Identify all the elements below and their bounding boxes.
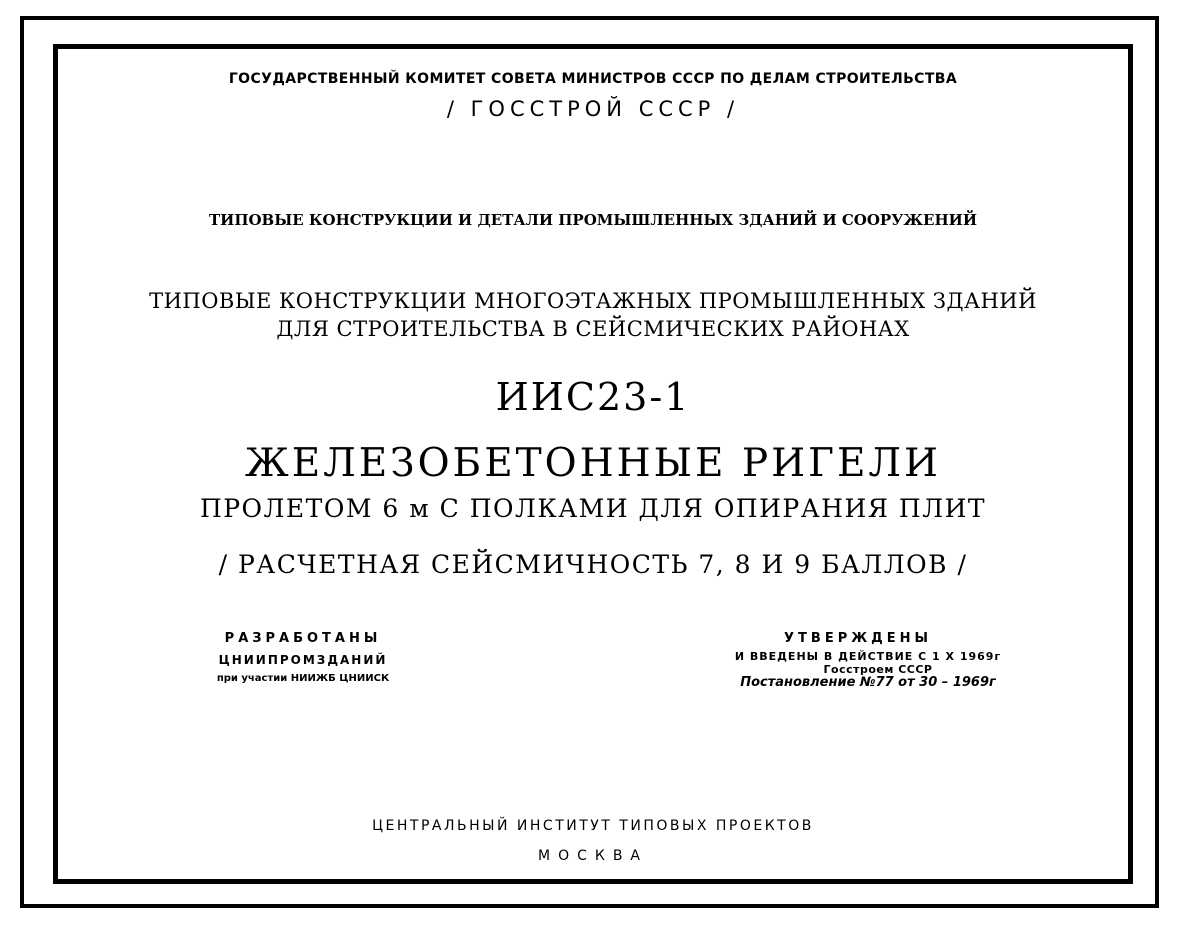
approved-line-3: Постановление №77 от 30 – 1969г	[740, 675, 996, 690]
gosstroy-heading: / ГОССТРОЙ СССР /	[446, 97, 740, 121]
developer-org: ЦНИИПРОМЗДАНИЙ	[218, 653, 388, 667]
approved-line-1: И ВВЕДЕНЫ В ДЕЙСТВИЕ С 1 X 1969г	[734, 650, 1002, 663]
publisher-city: МОСКВА	[538, 848, 648, 864]
approved-label: УТВЕРЖДЕНЫ	[784, 631, 932, 646]
series-title-line-1: ТИПОВЫЕ КОНСТРУКЦИИ МНОГОЭТАЖНЫХ ПРОМЫШЛЕННЫХ ЗДАНИЙ	[149, 289, 1037, 313]
publisher-institute: ЦЕНТРАЛЬНЫЙ ИНСТИТУТ ТИПОВЫХ ПРОЕКТОВ	[372, 818, 814, 834]
series-parent-title: ТИПОВЫЕ КОНСТРУКЦИИ И ДЕТАЛИ ПРОМЫШЛЕННЫХ ЗДАНИЙ И СООРУЖЕНИЙ	[208, 211, 978, 229]
committee-heading: ГОСУДАРСТВЕННЫЙ КОМИТЕТ СОВЕТА МИНИСТРОВ СССР ПО ДЕЛАМ СТРОИТЕЛЬСТВА	[228, 71, 958, 87]
developed-label: РАЗРАБОТАНЫ	[224, 631, 382, 646]
series-title-line-2: ДЛЯ СТРОИТЕЛЬСТВА В СЕЙСМИЧЕСКИХ РАЙОНАХ	[276, 317, 910, 341]
document-title: ЖЕЛЕЗОБЕТОННЫЕ РИГЕЛИ	[244, 441, 942, 486]
approved-line-2: Госстроем СССР	[823, 663, 933, 676]
title-page-frame	[53, 44, 1133, 884]
document-subtitle: ПРОЛЕТОМ 6 м С ПОЛКАМИ ДЛЯ ОПИРАНИЯ ПЛИТ	[199, 494, 987, 523]
developer-participation: при участии НИИЖБ ЦНИИСК	[216, 673, 390, 684]
document-code: ИИС23-1	[495, 375, 691, 419]
seismicity-note: / РАСЧЕТНАЯ СЕЙСМИЧНОСТЬ 7, 8 И 9 БАЛЛОВ /	[218, 550, 968, 579]
